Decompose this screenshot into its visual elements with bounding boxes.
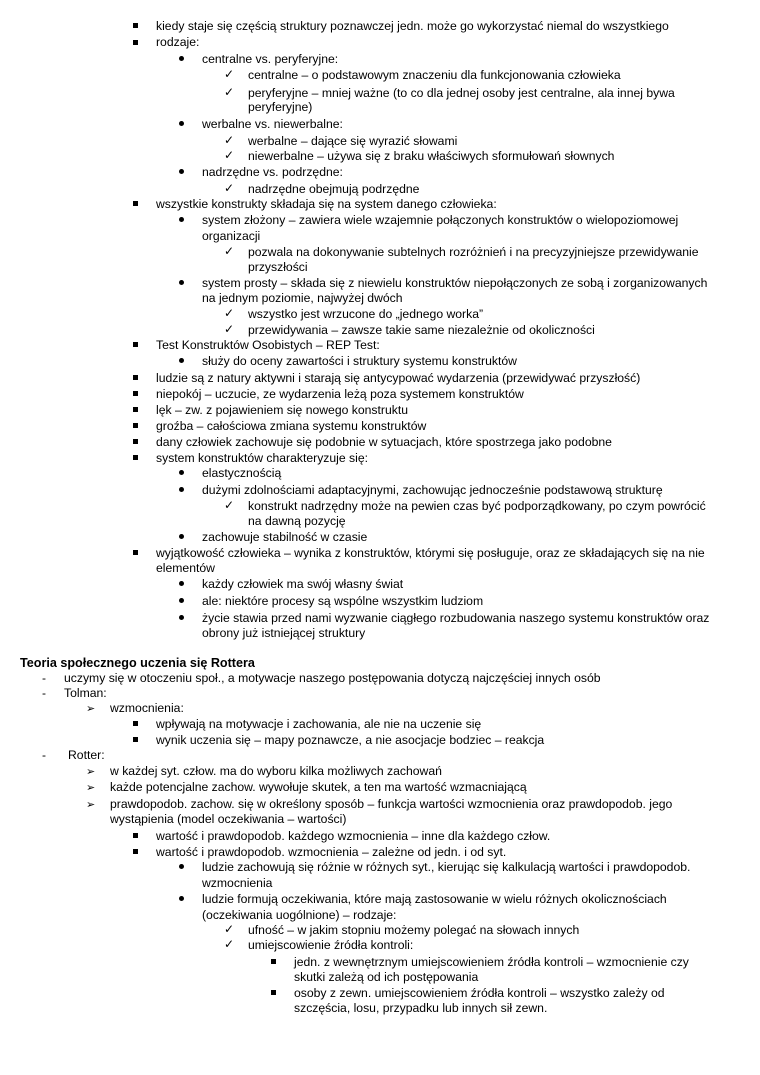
text-line: wzmocnienia: xyxy=(110,701,184,715)
text-line: przewidywania – zawsze takie same niezależnie od okoliczności xyxy=(248,323,595,337)
square-bullet-icon xyxy=(133,737,138,742)
text-line: lęk – zw. z pojawieniem się nowego konstruktu xyxy=(156,403,409,417)
text-line: na jednym poziomie, najwyżej dwóch xyxy=(202,291,403,305)
round-bullet-icon xyxy=(179,169,184,174)
text-line: osoby z zewn. umiejscowieniem źródła kontroli – wszystko zależy od xyxy=(294,986,665,1000)
dash-bullet: - xyxy=(42,686,46,700)
checkmark-icon: ✓ xyxy=(224,244,235,258)
square-bullet-icon xyxy=(271,990,276,995)
square-bullet-icon xyxy=(133,833,138,838)
text-line: uczymy się w otoczeniu społ., a motywacje naszego postępowania dotyczą najczęściej innych osób xyxy=(64,671,601,685)
text-line: wszystko jest wrzucone do „jednego worka” xyxy=(248,307,484,321)
checkmark-icon: ✓ xyxy=(224,937,235,951)
arrow-bullet-icon: ➢ xyxy=(86,702,96,715)
text-line: wynik uczenia się – mapy poznawcze, a nie asocjacje bodziec – reakcja xyxy=(156,733,545,747)
text-line: system prosty – składa się z niewielu konstruktów niepołączonych ze sobą i zorganizowanych xyxy=(202,276,708,290)
text-line: każde potencjalne zachow. wywołuje skutek, a ten ma wartość wzmacniającą xyxy=(110,780,527,794)
square-bullet-icon xyxy=(133,550,138,555)
round-bullet-icon xyxy=(179,358,184,363)
dash-bullet: - xyxy=(42,748,46,762)
round-bullet-icon xyxy=(179,280,184,285)
text-line: ludzie są z natury aktywni i starają się antycypować wydarzenia (przewidywać przyszłość) xyxy=(156,371,641,385)
checkmark-icon: ✓ xyxy=(224,148,235,162)
checkmark-icon: ✓ xyxy=(224,85,235,99)
text-line: nadrzędne obejmują podrzędne xyxy=(248,182,420,196)
text-line: nadrzędne vs. podrzędne: xyxy=(202,165,343,179)
checkmark-icon: ✓ xyxy=(224,306,235,320)
square-bullet-icon xyxy=(133,439,138,444)
text-line: rodzaje: xyxy=(156,35,200,49)
text-line: kiedy staje się częścią struktury poznawczej jedn. może go wykorzystać niemal do wszystkiego xyxy=(156,19,669,33)
round-bullet-icon xyxy=(179,470,184,475)
text-line: szczęścia, losu, przypadku lub innych sił zewn. xyxy=(294,1001,548,1015)
checkmark-icon: ✓ xyxy=(224,181,235,195)
text-line: system konstruktów charakteryzuje się: xyxy=(156,451,369,465)
text-line: konstrukt nadrzędny może na pewien czas być podporządkowany, po czym powrócić xyxy=(248,499,706,513)
round-bullet-icon xyxy=(179,896,184,901)
round-bullet-icon xyxy=(179,864,184,869)
text-line: peryferyjne) xyxy=(248,100,313,114)
dash-bullet: - xyxy=(42,671,46,685)
square-bullet-icon xyxy=(133,40,138,45)
text-line: (oczekiwania uogólnione) – rodzaje: xyxy=(202,908,397,922)
text-line: Test Konstruktów Osobistych – REP Test: xyxy=(156,338,380,352)
text-line: Tolman: xyxy=(64,686,107,700)
round-bullet-icon xyxy=(179,487,184,492)
section-heading: Teoria społecznego uczenia się Rottera xyxy=(20,656,255,670)
text-line: elementów xyxy=(156,561,215,575)
text-line: wpływają na motywacje i zachowania, ale nie na uczenie się xyxy=(156,717,482,731)
text-line: obrony już istniejącej struktury xyxy=(202,626,366,640)
text-line: zachowuje stabilność w czasie xyxy=(202,530,368,544)
text-line: skutki zależą od ich postępowania xyxy=(294,970,479,984)
text-line: wystąpienia (model oczekiwania – wartości) xyxy=(110,812,347,826)
text-line: prawdopodob. zachow. się w określony sposób – funkcja wartości wzmocnienia oraz prawdopodob. jego xyxy=(110,797,673,811)
text-line: wyjątkowość człowieka – wynika z konstruktów, którymi się posługuje, oraz ze składających się na nie xyxy=(156,546,705,560)
square-bullet-icon xyxy=(133,407,138,412)
text-line: każdy człowiek ma swój własny świat xyxy=(202,577,404,591)
square-bullet-icon xyxy=(271,959,276,964)
text-line: organizacji xyxy=(202,229,261,243)
checkmark-icon: ✓ xyxy=(224,498,235,512)
text-line: w każdej syt. człow. ma do wyboru kilka możliwych zachowań xyxy=(110,764,442,778)
text-line: Rotter: xyxy=(68,748,105,762)
text-line: wzmocnienia xyxy=(202,876,273,890)
text-line: jedn. z wewnętrznym umiejscowieniem źródła kontroli – wzmocnienie czy xyxy=(294,955,689,969)
text-line: centralne vs. peryferyjne: xyxy=(202,52,339,66)
checkmark-icon: ✓ xyxy=(224,322,235,336)
arrow-bullet-icon: ➢ xyxy=(86,765,96,778)
square-bullet-icon xyxy=(133,721,138,726)
text-line: werbalne vs. niewerbalne: xyxy=(202,117,343,131)
square-bullet-icon xyxy=(133,375,138,380)
text-line: centralne – o podstawowym znaczeniu dla funkcjonowania człowieka xyxy=(248,68,621,82)
text-line: ludzie zachowują się różnie w różnych syt., kierując się kalkulacją wartości i prawdopodob. xyxy=(202,860,691,874)
text-line: elastycznością xyxy=(202,466,282,480)
text-line: niepokój – uczucie, ze wydarzenia leżą poza systemem konstruktów xyxy=(156,387,524,401)
text-line: groźba – całościowa zmiana systemu konstruktów xyxy=(156,419,427,433)
square-bullet-icon xyxy=(133,455,138,460)
square-bullet-icon xyxy=(133,23,138,28)
text-line: na dawną pozycję xyxy=(248,514,346,528)
arrow-bullet-icon: ➢ xyxy=(86,798,96,811)
text-line: wszystkie konstrukty składaja się na system danego człowieka: xyxy=(156,197,497,211)
text-line: umiejscowienie źródła kontroli: xyxy=(248,938,414,952)
text-line: werbalne – dające się wyrazić słowami xyxy=(248,134,458,148)
checkmark-icon: ✓ xyxy=(224,133,235,147)
text-line: ufność – w jakim stopniu możemy polegać na słowach innych xyxy=(248,923,580,937)
text-line: służy do oceny zawartości i struktury systemu konstruktów xyxy=(202,354,517,368)
checkmark-icon: ✓ xyxy=(224,922,235,936)
round-bullet-icon xyxy=(179,598,184,603)
square-bullet-icon xyxy=(133,849,138,854)
text-line: dużymi zdolnościami adaptacyjnymi, zachowując jednocześnie podstawową strukturę xyxy=(202,483,663,497)
text-line: życie stawia przed nami wyzwanie ciągłego rozbudowania naszego systemu konstruktów oraz xyxy=(202,611,710,625)
round-bullet-icon xyxy=(179,615,184,620)
arrow-bullet-icon: ➢ xyxy=(86,781,96,794)
text-line: pozwala na dokonywanie subtelnych rozróżnień i na precyzyjniejsze przewidywanie xyxy=(248,245,699,259)
round-bullet-icon xyxy=(179,56,184,61)
text-line: przyszłości xyxy=(248,260,308,274)
text-line: peryferyjne – mniej ważne (to co dla jednej osoby jest centralne, ala innej bywa xyxy=(248,86,675,100)
text-line: dany człowiek zachowuje się podobnie w sytuacjach, które spostrzega jako podobne xyxy=(156,435,612,449)
checkmark-icon: ✓ xyxy=(224,67,235,81)
text-line: wartość i prawdopodob. wzmocnienia – zależne od jedn. i od syt. xyxy=(156,845,507,859)
square-bullet-icon xyxy=(133,201,138,206)
text-line: niewerbalne – używa się z braku właściwych sformułowań słownych xyxy=(248,149,615,163)
text-line: ale: niektóre procesy są wspólne wszystkim ludziom xyxy=(202,594,484,608)
square-bullet-icon xyxy=(133,391,138,396)
text-line: wartość i prawdopodob. każdego wzmocnienia – inne dla każdego człow. xyxy=(156,829,551,843)
round-bullet-icon xyxy=(179,534,184,539)
text-line: system złożony – zawiera wiele wzajemnie połączonych konstruktów o wielopoziomowej xyxy=(202,213,679,227)
square-bullet-icon xyxy=(133,342,138,347)
round-bullet-icon xyxy=(179,581,184,586)
square-bullet-icon xyxy=(133,423,138,428)
round-bullet-icon xyxy=(179,217,184,222)
round-bullet-icon xyxy=(179,121,184,126)
text-line: ludzie formują oczekiwania, które mają zastosowanie w wielu różnych okolicznościach xyxy=(202,892,667,906)
